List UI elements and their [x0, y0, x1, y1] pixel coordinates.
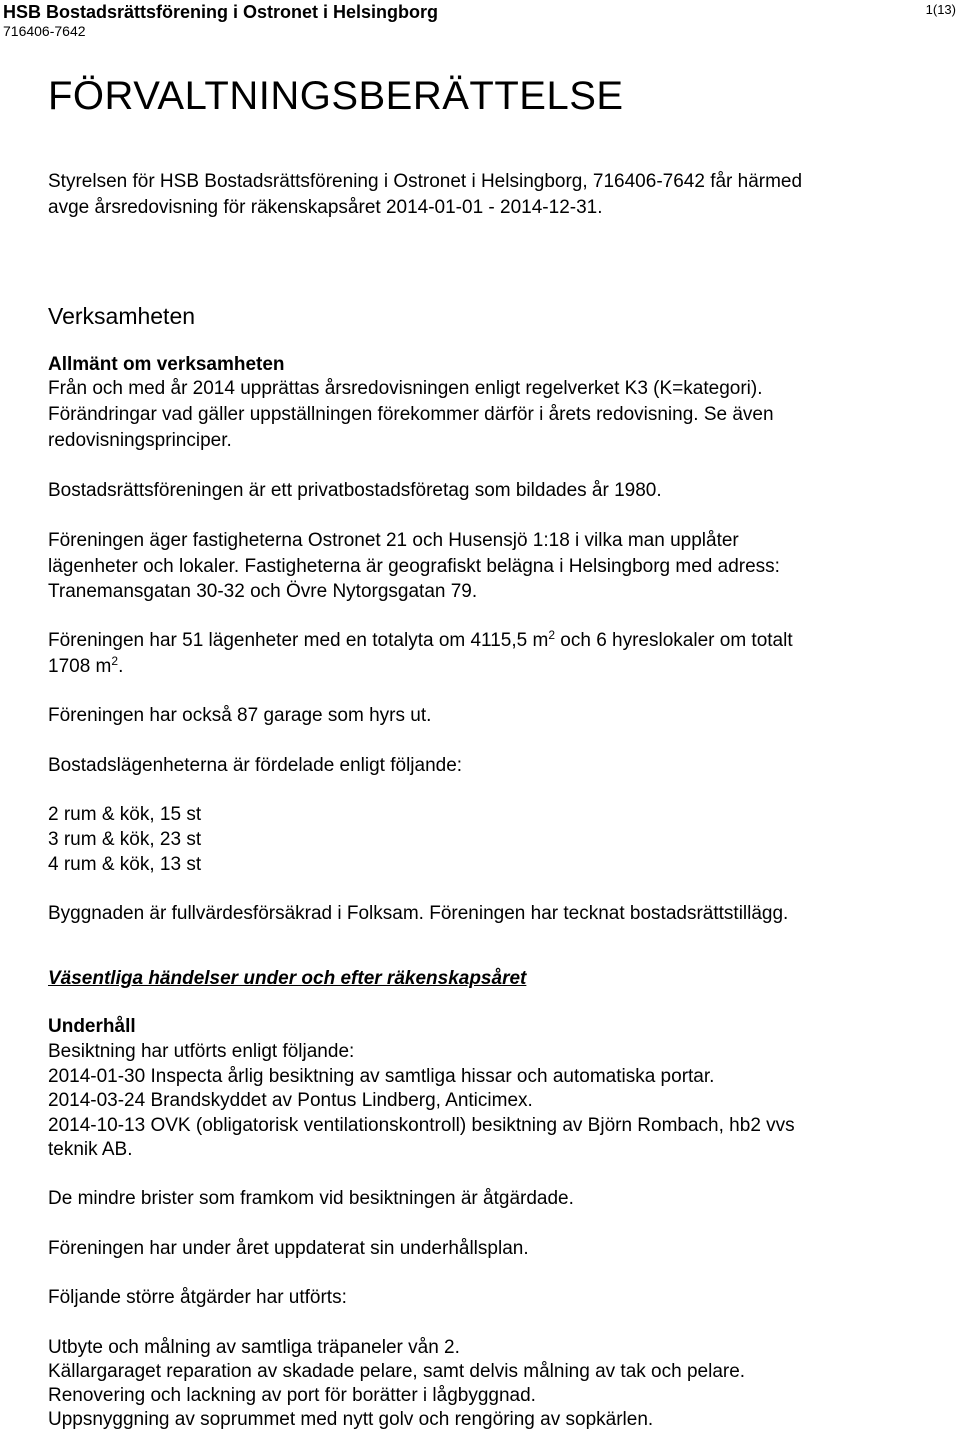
properties-line: lägenheter och lokaler. Fastigheterna är geografiskt belägna i Helsingborg med adress:: [48, 556, 780, 577]
inspection-item: 2014-01-30 Inspecta årlig besiktning av samtliga hissar och automatiska portar.: [48, 1066, 715, 1087]
inspection-item: teknik AB.: [48, 1139, 133, 1160]
apartments-text: Föreningen har 51 lägenheter med en totalyta om 4115,5 m: [48, 630, 549, 651]
apartments-line: [48, 655, 123, 679]
measure-item: Uppsnyggning av soprummet med nytt golv och rengöring av sopkärlen.: [48, 1409, 654, 1430]
defects-paragraph: De mindre brister som framkom vid besiktningen är åtgärdade.: [48, 1188, 574, 1209]
apartments-text: och 6 hyreslokaler om totalt: [555, 630, 793, 651]
insurance-paragraph: Byggnaden är fullvärdesförsäkrad i Folksam. Föreningen har tecknat bostadsrättstillägg.: [48, 903, 789, 924]
distribution-item: 4 rum & kök, 13 st: [48, 854, 202, 875]
header-org-name: HSB Bostadsrättsförening i Ostronet i Helsingborg: [3, 2, 439, 22]
general-line: Förändringar vad gäller uppställningen förekommer därför i årets redovisning. Se även: [48, 404, 774, 425]
measures-intro: Följande större åtgärder har utförts:: [48, 1287, 347, 1308]
superscript: 2: [111, 654, 119, 668]
distribution-item: 2 rum & kök, 15 st: [48, 804, 202, 825]
properties-line: Föreningen äger fastigheterna Ostronet 21 och Husensjö 1:18 i vilka man upplåter: [48, 530, 739, 551]
superscript: 2: [548, 628, 555, 642]
garage-paragraph: Föreningen har också 87 garage som hyrs ut.: [48, 705, 432, 726]
distribution-item: 3 rum & kök, 23 st: [48, 829, 202, 850]
properties-line: Tranemansgatan 30-32 och Övre Nytorgsgatan 79.: [48, 581, 478, 602]
measure-item: Utbyte och målning av samtliga träpaneler vån 2.: [48, 1337, 460, 1358]
inspection-item: 2014-10-13 OVK (obligatorisk ventilationskontroll) besiktning av Björn Rombach, hb2 vvs: [48, 1115, 795, 1136]
subheading-maintenance: Underhåll: [48, 1016, 136, 1037]
intro-line: avge årsredovisning för räkenskapsåret 2014-01-01 - 2014-12-31.: [48, 197, 603, 218]
measure-item: Renovering och lackning av port för borätter i lågbyggnad.: [48, 1385, 536, 1406]
intro-line: Styrelsen för HSB Bostadsrättsförening i Ostronet i Helsingborg, 716406-7642 får härmed: [48, 171, 803, 192]
founded-paragraph: Bostadsrättsföreningen är ett privatbostadsföretag som bildades år 1980.: [48, 480, 662, 501]
subheading-general: Allmänt om verksamheten: [48, 354, 285, 375]
apartments-line: [48, 629, 793, 653]
section-heading-verksamheten: Verksamheten: [48, 303, 196, 329]
inspections-intro: Besiktning har utförts enligt följande:: [48, 1041, 355, 1062]
apartments-text: 1708 m: [48, 656, 112, 677]
distribution-intro: Bostadslägenheterna är fördelade enligt följande:: [48, 755, 463, 776]
general-line: Från och med år 2014 upprättas årsredovisningen enligt regelverket K3 (K=kategori).: [48, 378, 763, 399]
measure-item: Källargaraget reparation av skadade pelare, samt delvis målning av tak och pelare.: [48, 1361, 746, 1382]
inspection-item: 2014-03-24 Brandskyddet av Pontus Lindberg, Anticimex.: [48, 1090, 533, 1111]
section-heading-events: Väsentliga händelser under och efter räkenskapsåret: [48, 968, 527, 989]
document-title: FÖRVALTNINGSBERÄTTELSE: [48, 74, 624, 118]
page-number: 1(13): [925, 2, 956, 17]
general-line: redovisningsprinciper.: [48, 430, 232, 451]
plan-paragraph: Föreningen har under året uppdaterat sin underhållsplan.: [48, 1238, 529, 1259]
header-org-id: 716406-7642: [3, 23, 86, 39]
apartments-text: .: [118, 656, 124, 677]
